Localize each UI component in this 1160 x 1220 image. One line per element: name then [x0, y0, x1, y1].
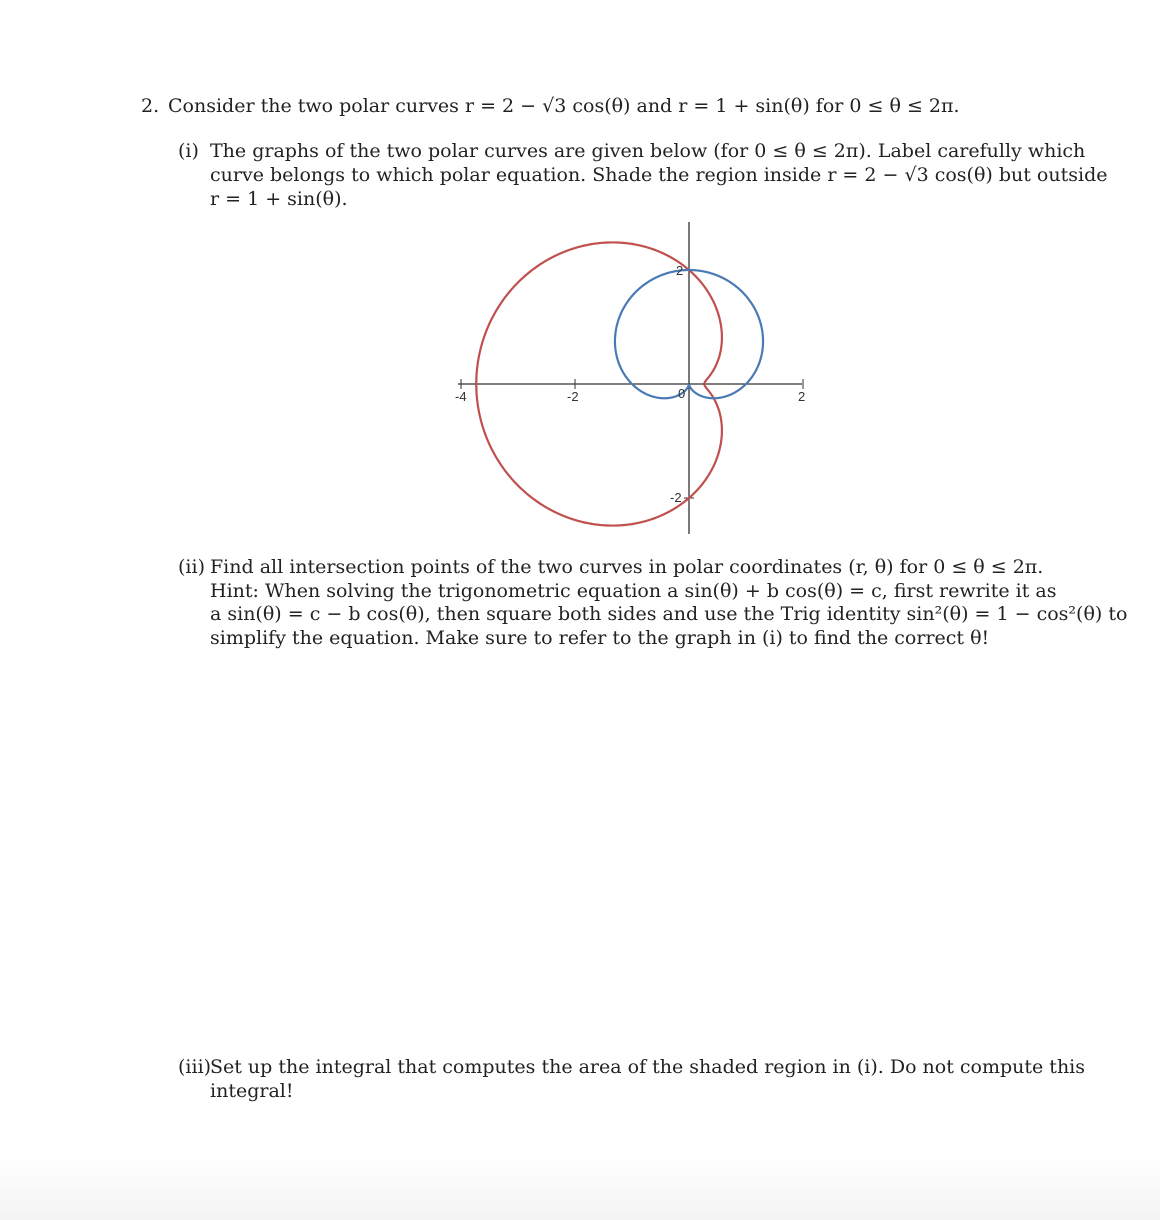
- part-i-line-2: curve belongs to which polar equation. Shade the region inside r = 2 − √3 cos(θ) but outside: [210, 164, 1108, 186]
- polar-graph-svg: [452, 218, 822, 540]
- part-i-label: (i): [178, 140, 199, 162]
- part-iii-label: (iii): [178, 1056, 212, 1078]
- origin-label: 0: [678, 386, 686, 401]
- x-tick-label-neg4: -4: [455, 389, 467, 404]
- part-ii-label: (ii): [178, 556, 205, 578]
- problem-number: 2.: [141, 95, 160, 117]
- part-ii-line-3: a sin(θ) = c − b cos(θ), then square both sides and use the Trig identity sin²(θ) = 1 − cos²(θ) to: [210, 603, 1128, 625]
- part-iii-line-1: Set up the integral that computes the area of the shaded region in (i). Do not compute this: [210, 1056, 1086, 1078]
- y-tick-label-2: 2: [676, 263, 684, 278]
- y-tick-label-neg2: -2: [670, 490, 682, 505]
- page-bottom-shadow: [0, 1150, 1160, 1220]
- polar-graph: [452, 218, 822, 544]
- part-iii-line-2: integral!: [210, 1080, 294, 1102]
- x-tick-label-neg2: -2: [567, 389, 579, 404]
- part-i-line-3: r = 1 + sin(θ).: [210, 188, 348, 210]
- problem-statement: Consider the two polar curves r = 2 − √3 cos(θ) and r = 1 + sin(θ) for 0 ≤ θ ≤ 2π.: [168, 95, 960, 117]
- part-ii-line-4: simplify the equation. Make sure to refer to the graph in (i) to find the correct θ!: [210, 627, 990, 649]
- part-i-line-1: The graphs of the two polar curves are given below (for 0 ≤ θ ≤ 2π). Label carefully which: [210, 140, 1086, 162]
- part-ii-line-2: Hint: When solving the trigonometric equation a sin(θ) + b cos(θ) = c, first rewrite it as: [210, 580, 1057, 602]
- part-ii-line-1: Find all intersection points of the two curves in polar coordinates (r, θ) for 0 ≤ θ ≤ 2π.: [210, 556, 1044, 578]
- x-tick-label-2: 2: [798, 389, 806, 404]
